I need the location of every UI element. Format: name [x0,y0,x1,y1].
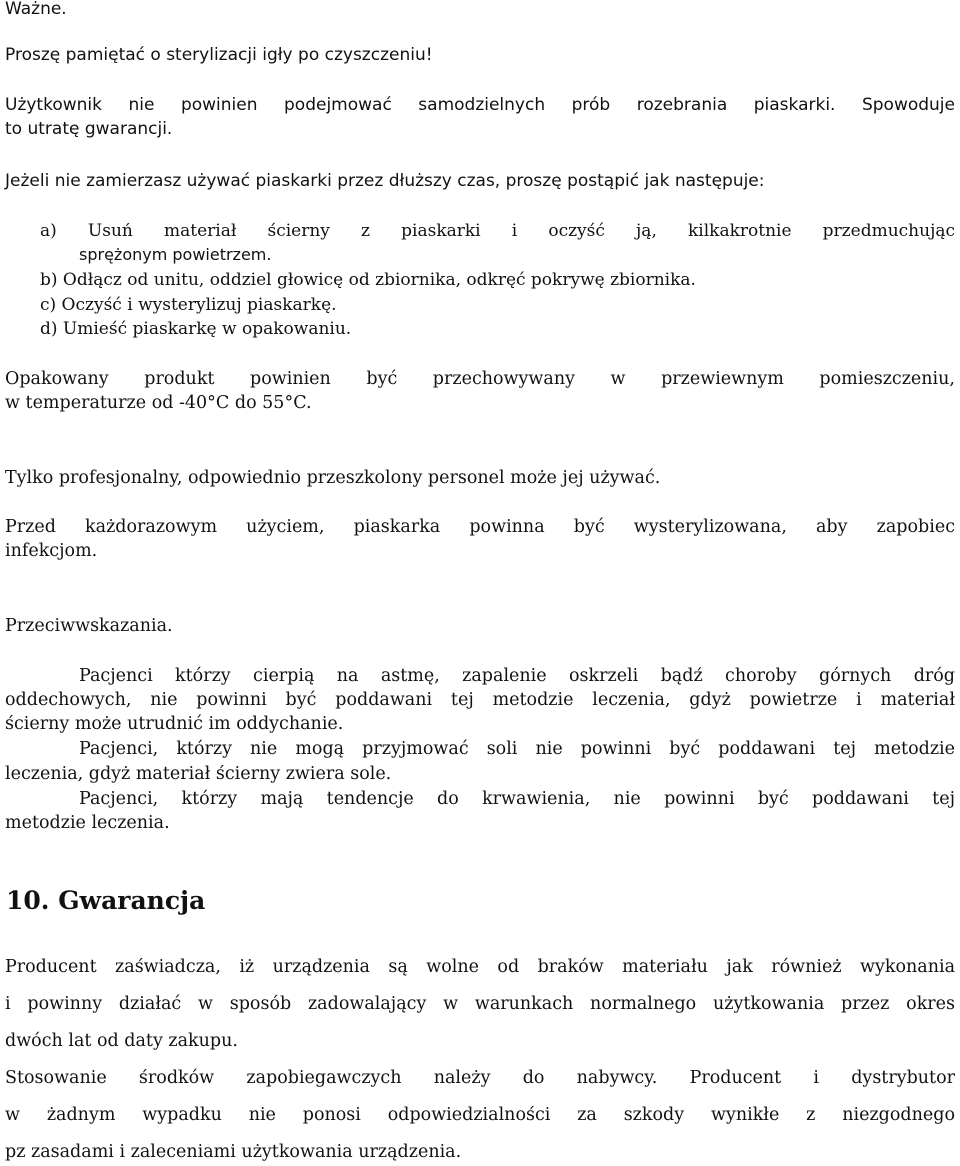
contraindication-2-line-2: leczenia, gdyż materiał ścierny zwiera sole. [5,764,392,784]
no-disassembly-line-1: Użytkownik nie powinien podejmować samodzielnych prób rozebrania piaskarki. Spowoduje [5,95,955,115]
contraindication-3-line-1: Pacjenci, którzy mają tendencje do krwawienia, nie powinni być poddawani tej [79,789,955,809]
contraindication-1-line-1: Pacjenci którzy cierpią na astmę, zapalenie oskrzeli bądź choroby górnych dróg [79,666,955,686]
sterilize-before-use-line-2: infekcjom. [5,541,98,561]
contraindication-1-line-3: ścierny może utrudnić im oddychanie. [5,714,344,734]
warranty-p1-line-1: Producent zaświadcza, iż urządzenia są wolne od braków materiału jak również wykonania [5,957,955,977]
professional-use-note: Tylko profesjonalny, odpowiednio przeszkolony personel może jej używać. [5,468,661,488]
step-c: c) Oczyść i wysterylizuj piaskarkę. [40,295,337,315]
storage-intro: Jeżeli nie zamierzasz używać piaskarki przez dłuższy czas, proszę postąpić jak następuje: [5,171,765,191]
step-a-line-1: a) Usuń materiał ścierny z piaskarki i oczyść ją, kilkakrotnie przedmuchując [40,221,955,241]
step-a-line-2: sprężonym powietrzem. [79,245,272,264]
sterilize-needle-note: Proszę pamiętać o sterylizacji igły po czyszczeniu! [5,45,433,65]
warranty-p2-line-2: w żadnym wypadku nie ponosi odpowiedzialności za szkody wynikłe z niezgodnego [5,1105,955,1125]
notice-title: Ważne. [5,0,67,19]
warranty-p2-line-1: Stosowanie środków zapobiegawczych należy do nabywcy. Producent i dystrybutor [5,1068,955,1088]
no-disassembly-line-2: to utratę gwarancji. [5,119,173,139]
warranty-p1-line-3: dwóch lat od daty zakupu. [5,1031,238,1051]
warranty-heading: 10. Gwarancja [6,886,206,915]
step-b: b) Odłącz od unitu, oddziel głowicę od zbiornika, odkręć pokrywę zbiornika. [40,270,696,290]
warranty-p1-line-2: i powinny działać w sposób zadowalający w warunkach normalnego użytkowania przez okres [5,994,955,1014]
contraindication-3-line-2: metodzie leczenia. [5,813,170,833]
step-d: d) Umieść piaskarkę w opakowaniu. [40,319,352,339]
contraindication-1-line-2: oddechowych, nie powinni być poddawani tej metodzie leczenia, gdyż powietrze i materiał [5,690,955,710]
contraindication-2-line-1: Pacjenci, którzy nie mogą przyjmować soli nie powinni być poddawani tej metodzie [79,739,955,759]
storage-line-2: w temperaturze od -40°C do 55°C. [5,393,312,413]
sterilize-before-use-line-1: Przed każdorazowym użyciem, piaskarka powinna być wysterylizowana, aby zapobiec [5,517,955,537]
storage-line-1: Opakowany produkt powinien być przechowywany w przewiewnym pomieszczeniu, [5,369,955,389]
warranty-p2-line-3: pz zasadami i zaleceniami użytkowania urządzenia. [5,1142,462,1162]
contraindications-title: Przeciwwskazania. [5,616,173,636]
